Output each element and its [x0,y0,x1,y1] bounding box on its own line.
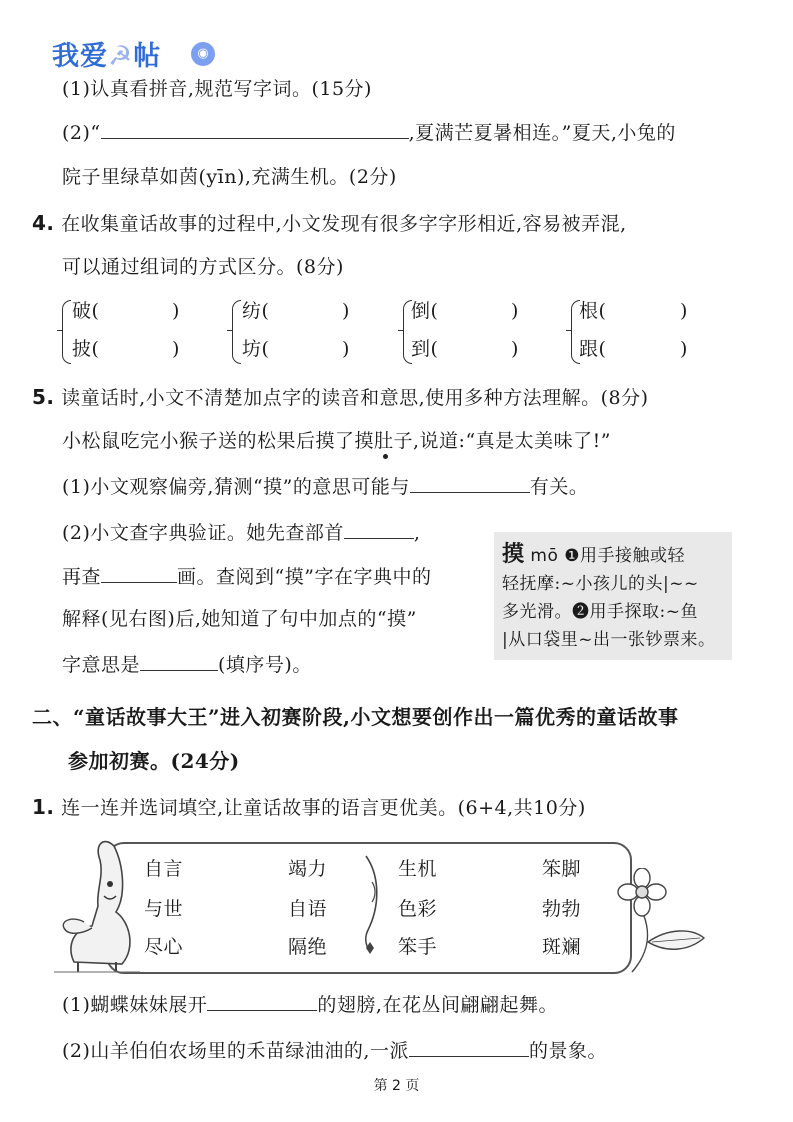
q1-number: 1. [32,795,55,819]
q1-fill2-blank[interactable] [409,1036,529,1057]
pair-3-bottom-close: ) [511,338,519,360]
word-c3-2[interactable]: 色彩 [398,898,438,920]
pair-1-bottom: 披( [72,338,100,360]
q5-p2-d: 画。查阅到“摸”字在字典中的 [177,566,432,588]
pair-2-bottom-close: ) [342,338,350,360]
dict-def1: 用手接触或轻 [580,546,686,566]
pair-3-top: 倒( [411,300,439,322]
q5-number: 5. [32,385,55,409]
logo-text: 我爱 [52,41,108,72]
section2-title: 二、“童话故事大王”进入初赛阶段,小文想要创作出一篇优秀的童话故事 [32,705,679,729]
q1-fill1-blank[interactable] [207,990,317,1011]
q5-meaning-blank[interactable] [140,650,218,671]
q5-p2-line3: 解释(见右图)后,她知道了句中加点的“摸” [62,608,417,630]
dictionary-entry-box [494,532,732,660]
q5-line1 [32,384,649,411]
dict-line2: 轻抚摩:~小孩儿的头|~~ [502,574,699,594]
pair-2-top: 纺( [242,300,270,322]
word-c4-3[interactable]: 斑斓 [542,936,582,958]
q5-p2-comma: , [413,522,421,544]
dict-line3 [502,600,698,625]
q5-p1-blank[interactable] [410,472,530,493]
dict-mark-2: ❷ [572,602,590,622]
pair-4-top: 根( [579,300,607,322]
q5-text: 读童话时,小文不清楚加点字的读音和意思,使用多种方法理解。(8分) [61,387,649,409]
dict-def2: 用手探取:~鱼 [589,602,698,622]
q3-blank[interactable] [101,118,409,139]
pair-2-top-close: ) [342,300,350,322]
q3-part2-rest: ,夏满芒夏暑相连。”夏天,小兔的 [408,122,676,144]
q5-sentence: 小松鼠吃完小猴子送的松果后摸了摸肚子,说道:“真是太美味了!” [62,430,612,452]
q4-line1 [32,210,627,237]
q5-p2-line4 [62,650,312,678]
q4-line2: 可以通过组词的方式区分。(8分) [62,256,344,278]
q1-line [32,794,586,821]
brace-icon [232,300,241,364]
q5-p2-c: 再查 [62,566,102,588]
dict-line1 [502,542,685,569]
emphasis-dot-icon [383,454,388,459]
pair-4-bottom: 跟( [579,338,607,360]
dict-def2a: 多光滑。 [502,602,572,622]
word-c2-2[interactable]: 自语 [288,898,328,920]
pair-1-bottom-close: ) [172,338,180,360]
pair-4-top-close: ) [680,300,688,322]
pair-2-bottom: 坊( [242,338,270,360]
q4-number: 4. [32,211,55,235]
logo-mid: ☭ [108,41,134,72]
q1-text: 连一连并选词填空,让童话故事的语言更优美。(6+4,共10分) [61,797,586,819]
pair-3-top-close: ) [511,300,519,322]
q1-fill2 [62,1036,607,1064]
q1-fill2-end: 的景象。 [528,1040,607,1062]
word-c1-2[interactable]: 与世 [144,898,184,920]
q5-stroke-blank[interactable] [101,562,177,583]
q3-part1: (1)认真看拼音,规范写字词。(15分) [62,78,372,100]
q3-part2-open: (2)“ [62,122,101,144]
pair-1-top-close: ) [172,300,180,322]
pair-1-top: 破( [72,300,100,322]
dict-mark-1: ❶ [564,546,581,566]
elephant-icon [44,836,144,976]
vine-divider-icon [352,852,386,962]
q4-text: 在收集童话故事的过程中,小文发现有很多字字形相近,容易被弄混, [61,213,627,235]
q5-p2-f: 字意思是 [62,654,141,676]
logo-end: 帖 [133,41,162,72]
dict-char: 摸 [502,541,525,567]
word-c2-3[interactable]: 隔绝 [288,936,328,958]
word-c1-1[interactable]: 自言 [144,858,184,880]
q5-radical-blank[interactable] [344,518,414,539]
word-c2-1[interactable]: 竭力 [288,858,328,880]
word-c4-2[interactable]: 勃勃 [542,898,582,920]
q3-part2-line [62,118,676,146]
q1-fill1-end: 的翅膀,在花丛间翩翩起舞。 [317,994,558,1016]
pair-4-bottom-close: ) [680,338,688,360]
dict-line4: |从口袋里~出一张钞票来。 [502,630,716,650]
q5-p2-line2 [62,562,431,590]
logo-badge-icon: ◉ [191,42,215,66]
q5-p1-text: (1)小文观察偏旁,猜测“摸”的意思可能与 [62,476,410,498]
q5-p1 [62,472,588,500]
flower-icon [612,868,712,978]
q5-p1-end: 有关。 [529,476,589,498]
dict-pinyin: mō [530,546,559,566]
word-c3-3[interactable]: 笨手 [398,936,438,958]
q5-p2-line1 [62,518,420,546]
brace-icon [62,300,71,364]
q3-part2-line2: 院子里绿草如茵(yīn),充满生机。(2分) [62,166,397,188]
word-c4-1[interactable]: 笨脚 [542,858,582,880]
site-logo [52,34,161,73]
pair-3-bottom: 到( [411,338,439,360]
q5-p2-g: (填序号)。 [218,654,312,676]
word-c3-1[interactable]: 生机 [398,858,438,880]
q1-fill1 [62,990,558,1018]
q5-p2-text: (2)小文查字典验证。她先查部首 [62,522,344,544]
page-number: 第 2 页 [373,1078,420,1094]
section2-title-line2: 参加初赛。(24分) [68,749,240,773]
q1-fill2-text: (2)山羊伯伯农场里的禾苗绿油油的,一派 [62,1040,409,1062]
q1-fill1-text: (1)蝴蝶妹妹展开 [62,994,208,1016]
word-c1-3[interactable]: 尽心 [144,936,184,958]
